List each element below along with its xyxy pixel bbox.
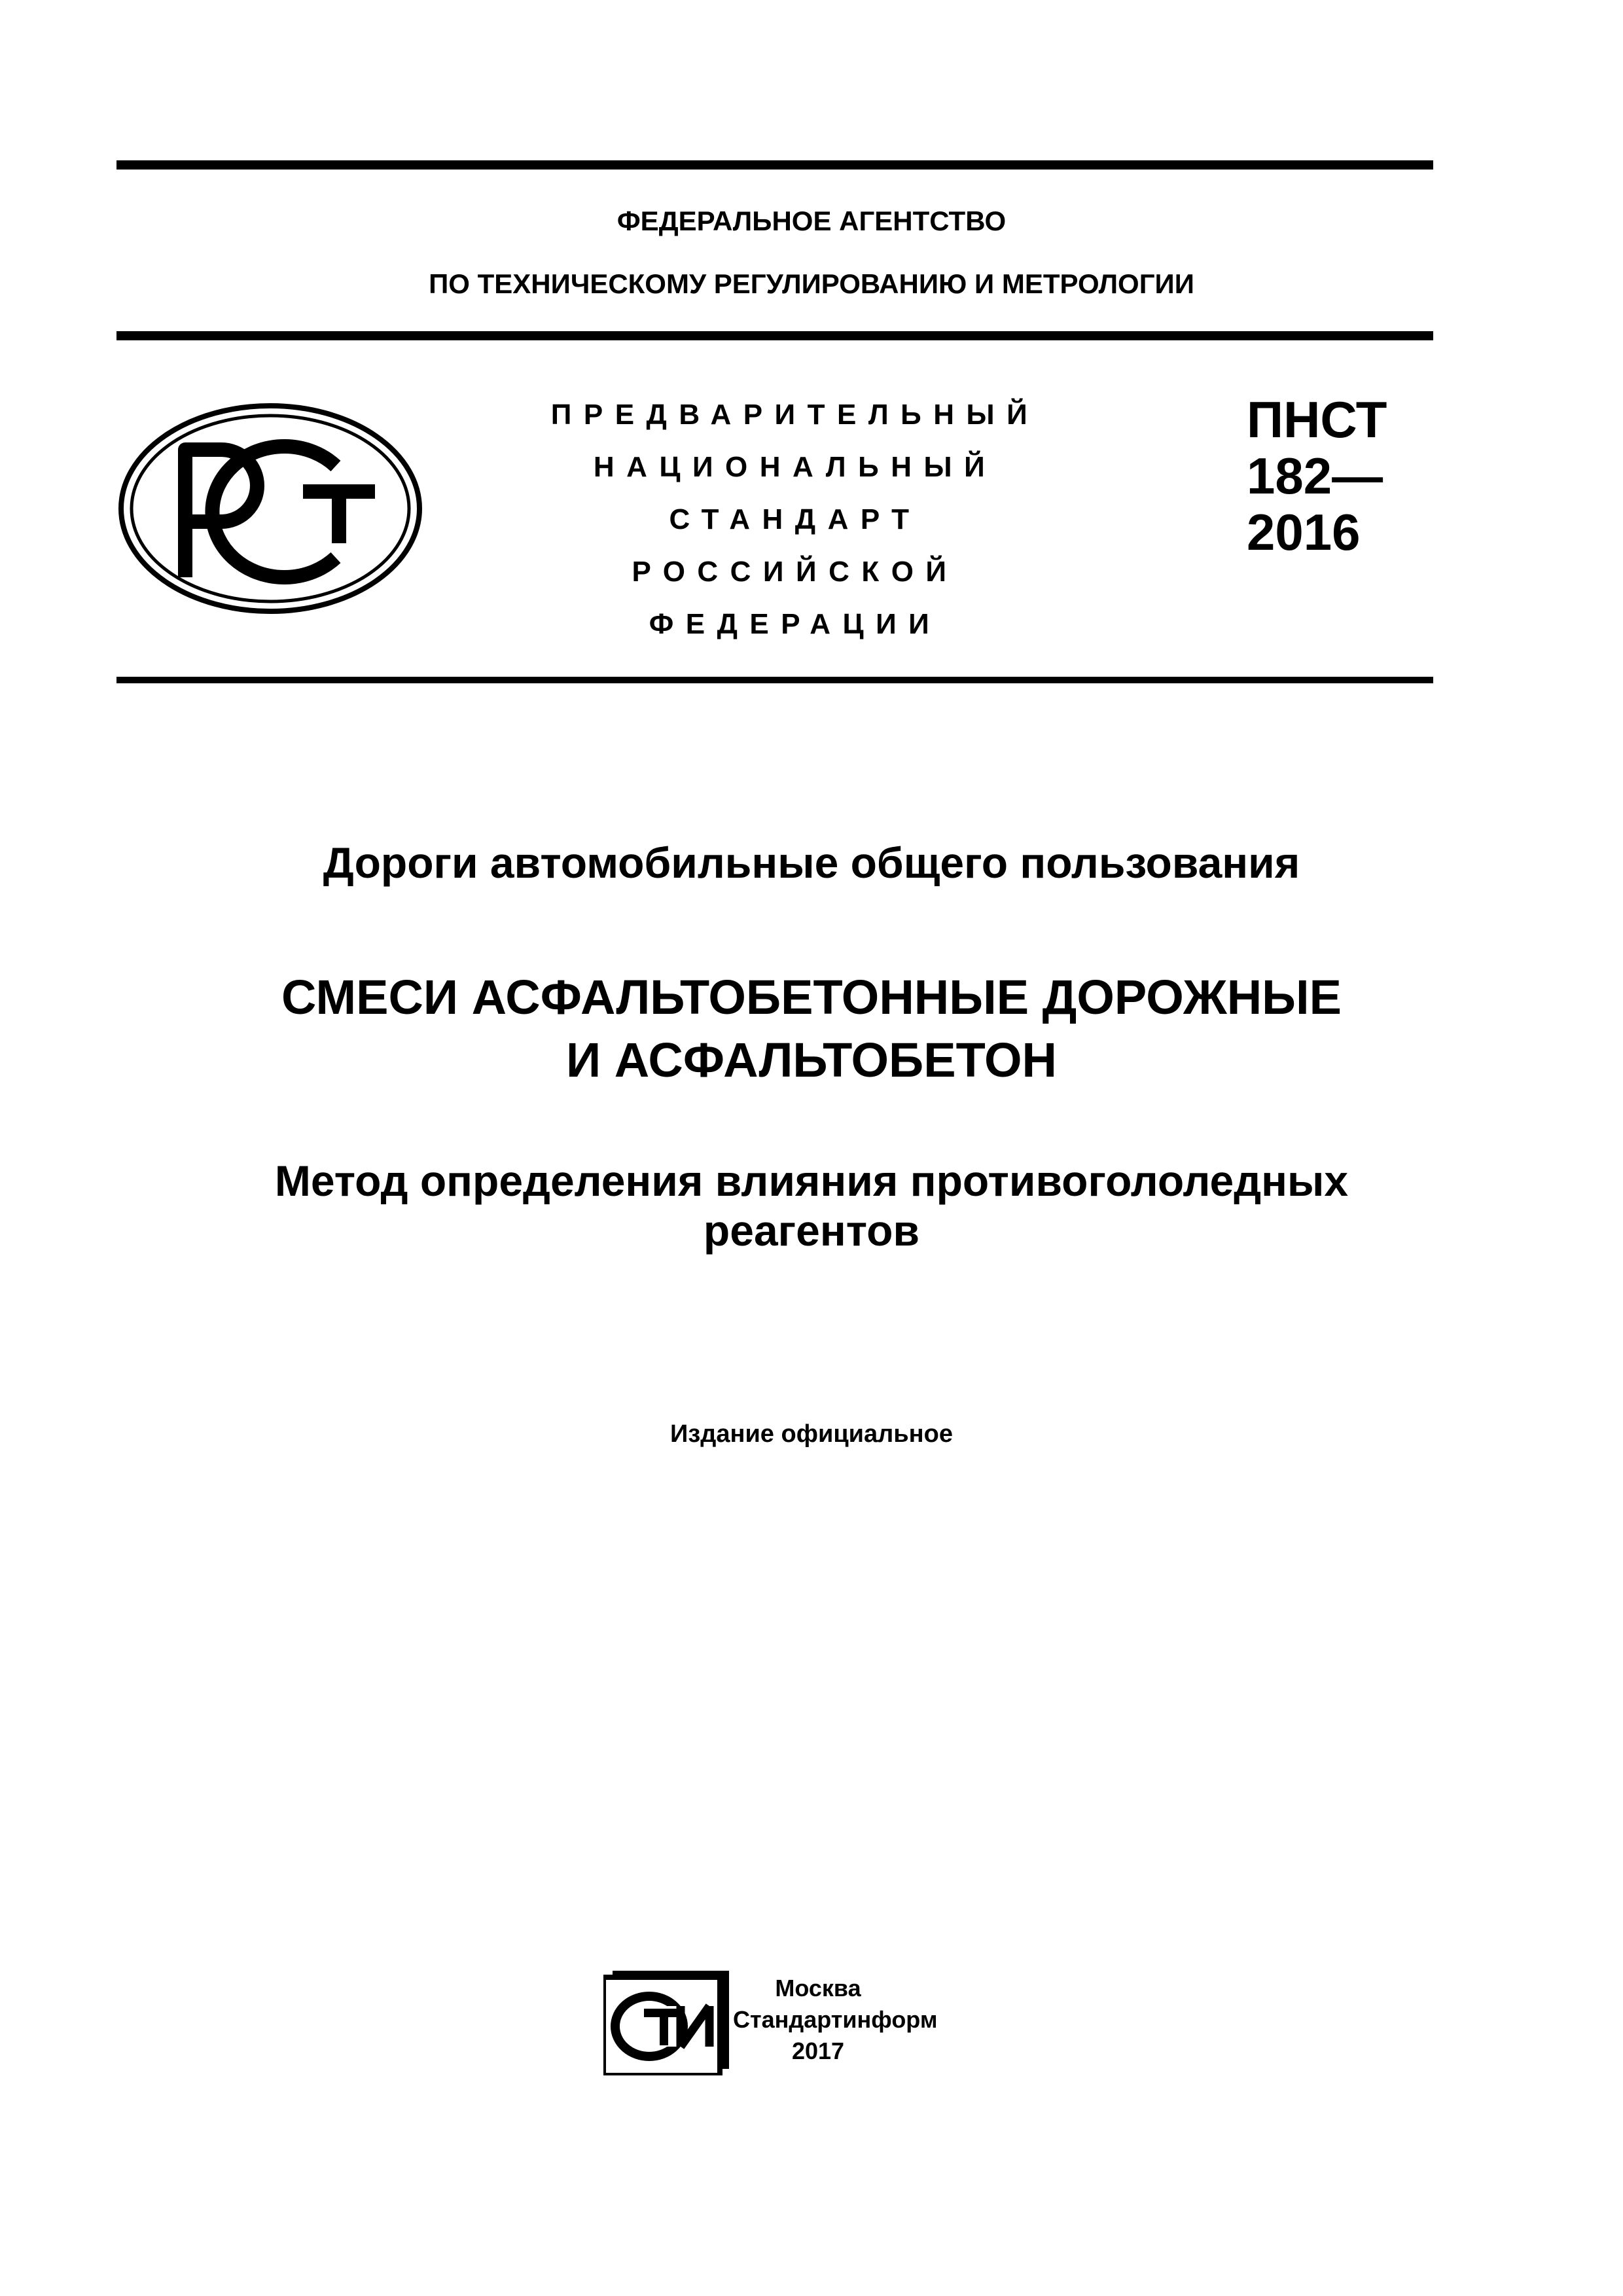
publisher-logo-text: СТИ — [669, 2070, 671, 2071]
publisher-info — [733, 1973, 938, 2067]
standard-code-line: 2016 — [1247, 503, 1361, 561]
standard-code-line: ПНСТ — [1247, 391, 1387, 448]
standard-type-title — [543, 389, 1047, 651]
publisher-name: Стандартинформ — [733, 2006, 938, 2033]
document-method-line: реагентов — [703, 1206, 920, 1255]
standard-code-line: 182— — [1247, 447, 1383, 505]
standard-type-line: НАЦИОНАЛЬНЫЙ — [593, 451, 997, 483]
emblem-text: РСТ — [270, 611, 272, 612]
header-rule — [116, 331, 1433, 340]
standard-code — [1247, 391, 1387, 560]
standard-type-line: ПРЕДВАРИТЕЛЬНЫЙ — [550, 399, 1040, 431]
agency-name-line-2: ПО ТЕХНИЧЕСКОМУ РЕГУЛИРОВАНИЮ И МЕТРОЛОГИИ — [429, 268, 1194, 299]
agency-name-line-1: ФЕДЕРАЛЬНОЕ АГЕНТСТВО — [616, 206, 1007, 236]
document-method-line: Метод определения влияния противогололедных — [274, 1157, 1349, 1205]
document-subject: Дороги автомобильные общего пользования — [323, 838, 1300, 887]
standard-type-line: ФЕДЕРАЦИИ — [649, 608, 942, 640]
edition-label: Издание официальное — [670, 1420, 953, 1448]
title-block-rule — [116, 677, 1433, 683]
rst-emblem-icon — [116, 401, 424, 617]
standartinform-logo-icon — [603, 1965, 734, 2075]
publisher-year: 2017 — [791, 2037, 845, 2064]
top-rule — [116, 160, 1433, 170]
publisher-city: Москва — [775, 1975, 861, 2001]
document-title — [0, 966, 1623, 1092]
document-title-line: СМЕСИ АСФАЛЬТОБЕТОННЫЕ ДОРОЖНЫЕ — [281, 970, 1342, 1024]
document-title-line: И АСФАЛЬТОБЕТОН — [566, 1033, 1057, 1087]
document-method-title — [0, 1156, 1623, 1255]
standard-type-line: СТАНДАРТ — [669, 503, 921, 535]
standard-type-line: РОССИЙСКОЙ — [632, 556, 959, 588]
